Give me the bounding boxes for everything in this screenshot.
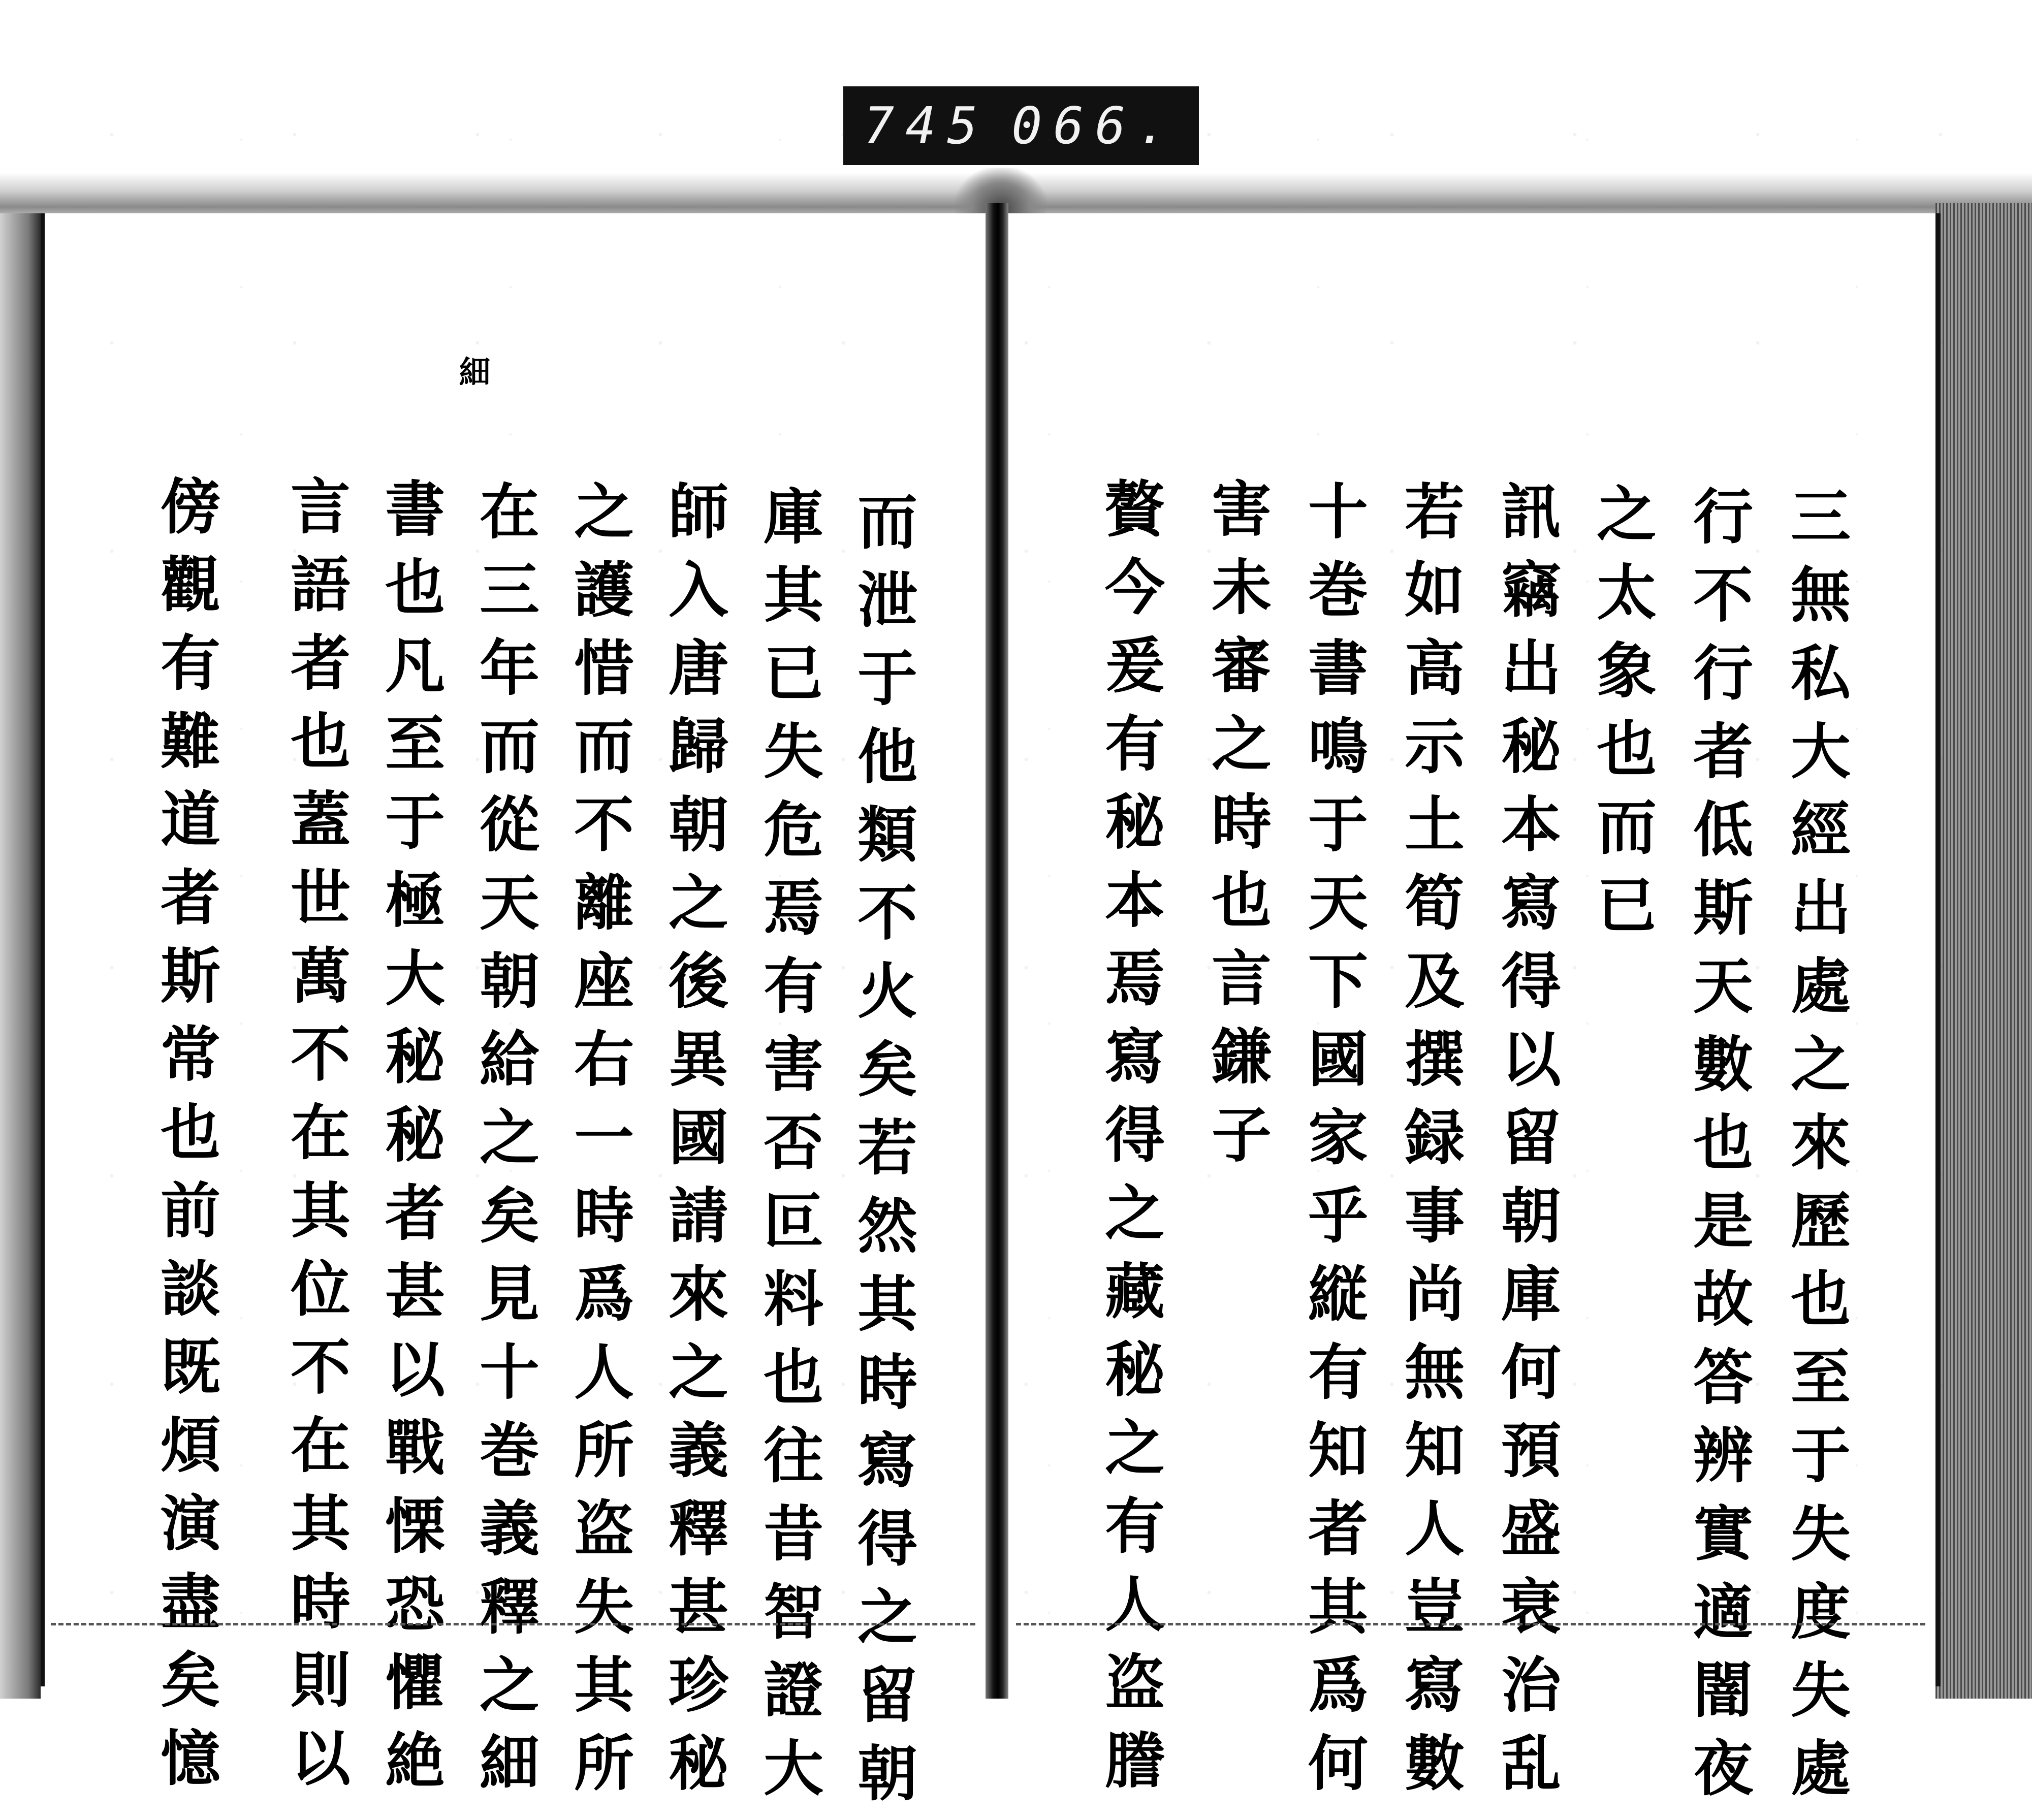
left-text-column: 言語者也蓋世萬不在其位不在其時則以 [280, 475, 351, 1805]
right-page [1008, 213, 1941, 1815]
right-text-column: 之太象也而已 [1586, 483, 1657, 952]
right-text-column: 害未審之時也言鎌子 [1201, 477, 1272, 1182]
left-text-column: 而泄于他類不火矣若然其時寫得之留朝 [847, 490, 918, 1820]
right-text-column: 行不行者低斯天數也是故答辨實適闇夜 [1683, 485, 1754, 1815]
left-text-column: 庫其已失危焉有害否叵料也往昔智證大 [753, 485, 824, 1815]
right-page-edge-stack [1935, 203, 2032, 1699]
running-head: 細 [454, 356, 491, 387]
right-text-column: 贅今爰有秘本焉寫得之藏秘之有人盗謄 [1095, 477, 1165, 1807]
right-text-column: 三無私大經出處之來歷也至于失度失處 [1781, 485, 1851, 1815]
left-page-edge [0, 213, 41, 1699]
right-text-column: 訊竊出秘本寫得以留朝庫何預盛衰治乱 [1491, 480, 1562, 1810]
right-text-column: 若如高示土筍及撰録事尚無知人豈寫數 [1394, 480, 1465, 1810]
right-page-bottom-rule [1016, 1623, 1925, 1625]
left-text-column: 之護惜而不離座右一時爲人所盗失其所 [564, 480, 634, 1810]
frame-number-label [843, 86, 1199, 165]
book-gutter [986, 203, 1008, 1699]
frame-number: 066. [1011, 96, 1179, 155]
reel-number: 745 [864, 96, 989, 155]
left-text-column: 在三年而從天朝給之矣見十巻義釋之細 [469, 480, 540, 1810]
left-text-column: 書也凡至于極大秘秘者甚以戰慄恐懼絶 [375, 477, 446, 1807]
right-text-column: 十巻書鳴于天下國家乎縦有知者其爲何 [1298, 480, 1369, 1810]
left-text-column: 傍觀有難道者斯常也前談既煩演盡矣憶 [150, 475, 221, 1805]
left-text-column: 師入唐歸朝之後異國請來之義釋甚珍秘 [658, 480, 729, 1810]
left-page [41, 213, 990, 1820]
left-page-bottom-rule [51, 1623, 975, 1625]
